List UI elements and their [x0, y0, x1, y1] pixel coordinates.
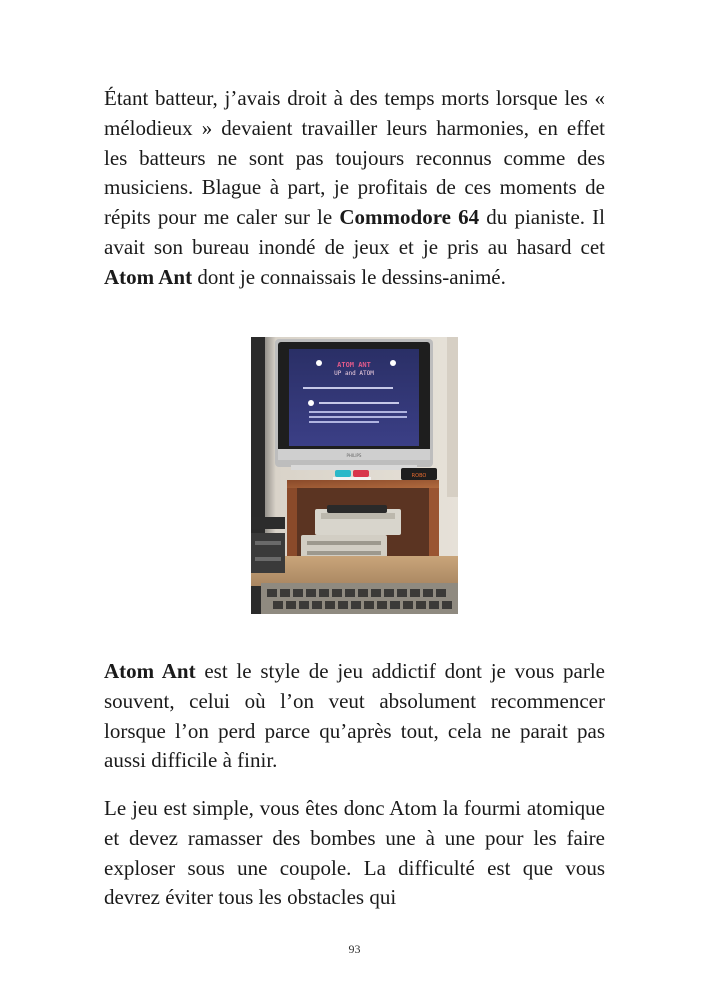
paragraph-gameplay: [104, 794, 605, 913]
page-number: 93: [348, 942, 361, 956]
screen-title: ATOM ANT: [337, 361, 371, 369]
device-label: ROBO: [411, 473, 427, 479]
paragraph-text: est le style de jeu addictif dont je vous parle souvent, celui où l’on veut absolument recommencer lorsque l’on perd parce qu’après tout, cela ne parait pas aussi difficile à finir.: [104, 659, 605, 773]
paragraph-text: Étant batteur, j’avais droit à des temps morts lorsque les « mélodieux » devaient travailler leurs harmonies, en effet les batteurs ne sont pas toujours reconnus comme des musiciens. Blague à part, je profitais de ces moments de répits pour me caler sur le: [104, 86, 605, 230]
paragraph-text: du pianiste. Il avait son bureau inondé de jeux et je pris au hasard cet: [104, 205, 606, 259]
monitor-brand: PHILIPS: [346, 453, 362, 458]
bold-term-atom-ant: Atom Ant: [104, 659, 196, 683]
bold-term-commodore: Commodore 64: [339, 205, 480, 230]
paragraph-text: Le jeu est simple, vous êtes donc Atom la fourmi atomique et devez ramasser des bombes une à une pour les faire exploser sous une coupole. La difficulté est que vous devrez éviter tous les obstacles qui: [104, 796, 605, 910]
bold-term-atom-ant: Atom Ant: [104, 264, 193, 289]
screen-subtitle: UP and ATOM: [334, 370, 374, 377]
paragraph-addictive: [104, 657, 605, 776]
photo-commodore-setup: [251, 337, 458, 614]
paragraph-text: dont je connaissais le dessins-animé.: [192, 264, 506, 289]
paragraph-intro: [104, 84, 605, 293]
